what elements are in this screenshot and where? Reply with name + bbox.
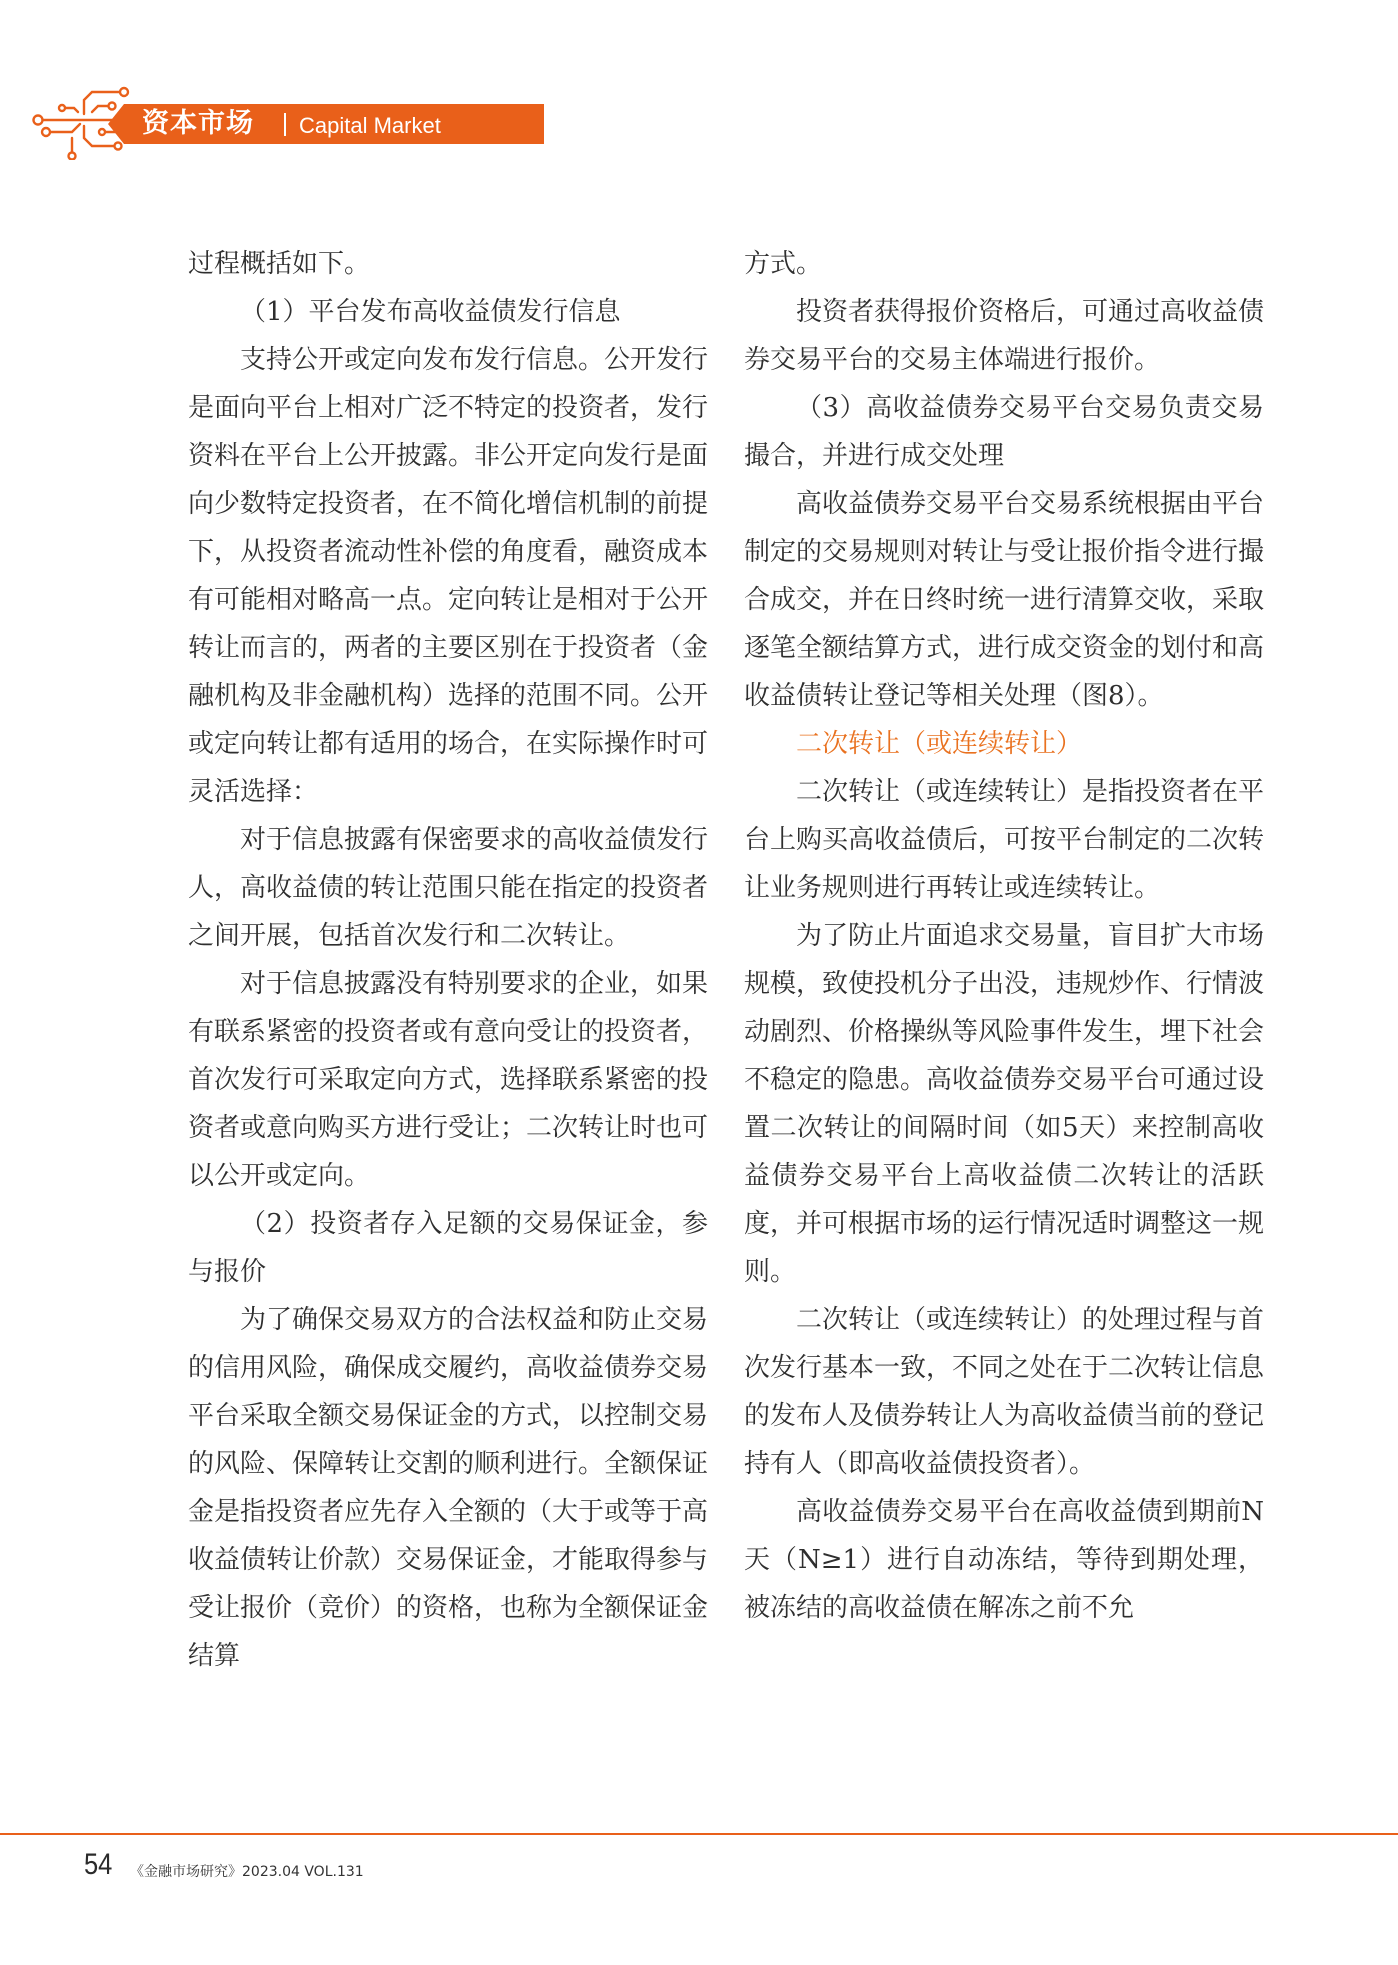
section-heading: （1）平台发布高收益债发行信息 bbox=[240, 297, 621, 327]
page-number: 54 bbox=[84, 1848, 113, 1881]
paragraph: 投资者获得报价资格后，可通过高收益债券交易平台的交易主体端进行报价。 bbox=[744, 297, 1265, 375]
journal-citation: 《金融市场研究》2023.04 VOL.131 bbox=[130, 1864, 364, 1880]
section-heading: （2）投资者存入足额的交易保证金，参与报价 bbox=[188, 1209, 708, 1287]
paragraph: 对于信息披露没有特别要求的企业，如果有联系紧密的投资者或有意向受让的投资者，首次发行可采取定向方式，选择联系紧密的投资者或意向购买方进行受让；二次转让时也可以公开或定向。 bbox=[188, 969, 709, 1191]
paragraph: 高收益债券交易平台交易系统根据由平台制定的交易规则对转让与受让报价指令进行撮合成交，并在日终时统一进行清算交收，采取逐笔全额结算方式，进行成交资金的划付和高收益债转让登记等相关处理（图8）。 bbox=[744, 489, 1265, 711]
paragraph: 方式。 bbox=[744, 249, 823, 279]
paragraph: 支持公开或定向发布发行信息。公开发行是面向平台上相对广泛不特定的投资者，发行资料在平台上公开披露。非公开定向发行是面向少数特定投资者，在不简化增信机制的前提下，从投资者流动性补偿的角度看，融资成本有可能相对略高一点。定向转让是相对于公开转让而言的，两者的主要区别在于投资者（金融机构及非金融机构）选择的范围不同。公开或定向转让都有适用的场合，在实际操作时可灵活选择： bbox=[188, 345, 709, 807]
banner-arrow bbox=[108, 104, 124, 144]
subsection-heading: 二次转让（或连续转让） bbox=[796, 729, 1083, 759]
banner-separator bbox=[284, 113, 286, 136]
paragraph: 二次转让（或连续转让）是指投资者在平台上购买高收益债后，可按平台制定的二次转让业务规则进行再转让或连续转让。 bbox=[744, 777, 1265, 903]
page-header bbox=[0, 0, 1398, 180]
paragraph: 高收益债券交易平台在高收益债到期前N天（N≥1）进行自动冻结，等待到期处理，被冻结的高收益债在解冻之前不允 bbox=[744, 1497, 1264, 1623]
paragraph: 对于信息披露有保密要求的高收益债发行人，高收益债的转让范围只能在指定的投资者之间开展，包括首次发行和二次转让。 bbox=[188, 825, 709, 951]
section-heading: （3）高收益债券交易平台交易负责交易撮合，并进行成交处理 bbox=[744, 393, 1264, 471]
right-column bbox=[744, 240, 1264, 1632]
left-column bbox=[188, 240, 708, 1680]
section-title-en: Capital Market bbox=[299, 113, 441, 138]
paragraph: 为了防止片面追求交易量，盲目扩大市场规模，致使投机分子出没，违规炒作、行情波动剧烈、价格操纵等风险事件发生，埋下社会不稳定的隐患。高收益债券交易平台可通过设置二次转让的间隔时间（如5天）来控制高收益债券交易平台上高收益债二次转让的活跃度，并可根据市场的运行情况适时调整这一规则。 bbox=[744, 921, 1265, 1287]
section-banner bbox=[124, 104, 544, 144]
section-title-cn: 资本市场 bbox=[142, 108, 254, 139]
footer-divider bbox=[0, 1833, 1398, 1835]
paragraph: 二次转让（或连续转让）的处理过程与首次发行基本一致，不同之处在于二次转让信息的发布人及债券转让人为高收益债当前的登记持有人（即高收益债投资者）。 bbox=[744, 1305, 1265, 1479]
paragraph: 过程概括如下。 bbox=[188, 249, 371, 279]
paragraph: 为了确保交易双方的合法权益和防止交易的信用风险，确保成交履约，高收益债券交易平台采取全额交易保证金的方式，以控制交易的风险、保障转让交割的顺利进行。全额保证金是指投资者应先存入全额的（大于或等于高收益债转让价款）交易保证金，才能取得参与受让报价（竞价）的资格，也称为全额保证金结算 bbox=[188, 1305, 709, 1671]
